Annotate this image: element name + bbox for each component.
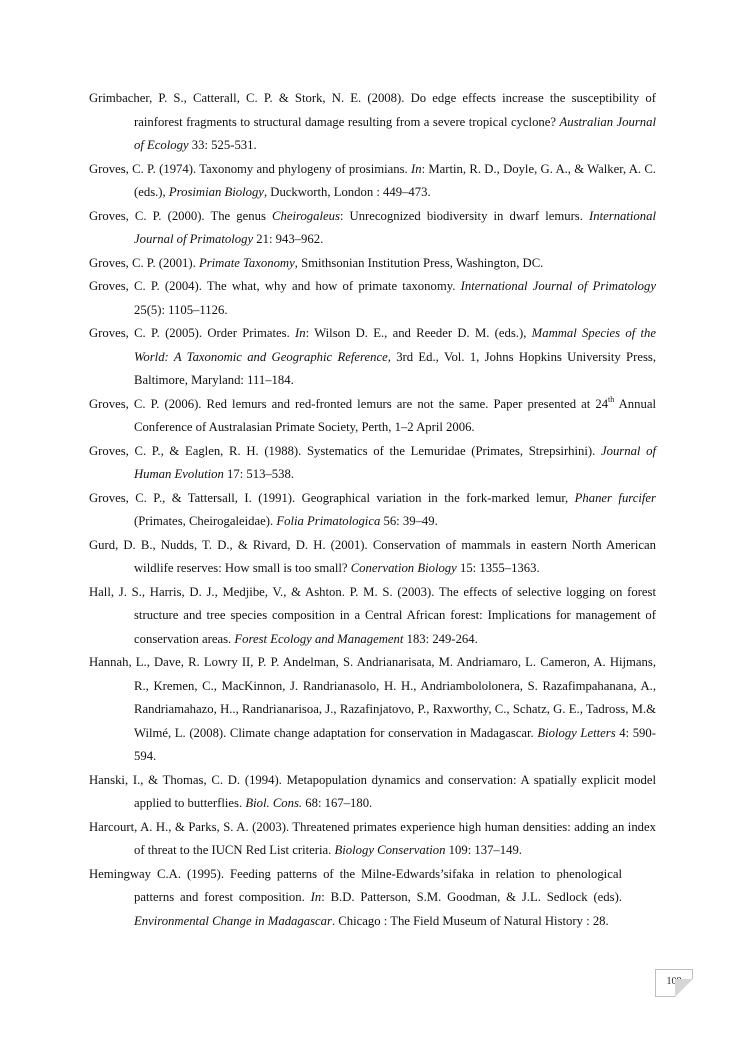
- reference-entry-hanski-1994: [89, 769, 656, 816]
- reference-text: 15: 1355–1363.: [456, 561, 540, 575]
- reference-italic-text: Prosimian Biology: [168, 185, 264, 199]
- reference-list: [89, 87, 656, 933]
- reference-italic-text: Environmental Change in Madagascar: [134, 913, 332, 928]
- reference-text: Hemingway C.A. (1995). Feeding patterns of the Milne-Edwards’sifaka in relation to phenological patterns and forest composition.: [89, 866, 622, 904]
- reference-italic-text: In: [310, 890, 322, 904]
- reference-text: Groves, C. P., & Eaglen, R. H. (1988). Systematics of the Lemuridae (Primates, Strepsirhini).: [89, 443, 601, 458]
- reference-text: Hannah, L., Dave, R. Lowry II, P. P. Andelman, S. Andrianarisata, M. Andriamaro, L. Cameron, A. Hijmans, R., Kremen, C., MacKinnon, J. Randrianasolo, H. H., Andriambololonera, S. Razafimpahanana, A., Randriamahazo, H.., Randrianarisoa, J., Razafinjatovo, P., Raxworthy, C., Schatz, G. E., Tadross, M.& Wilmé, L. (2008). Climate change adaptation for conservation in Madagascar.: [89, 655, 656, 740]
- reference-entry-groves-eaglen-1988: [89, 440, 656, 487]
- reference-text: , Smithsonian Institution Press, Washington, DC.: [294, 255, 544, 270]
- reference-text: , 3rd Ed., Vol. 1, Johns Hopkins University Press, Baltimore, Maryland: 111–184.: [134, 349, 656, 387]
- reference-entry-groves-2004: [89, 275, 656, 322]
- reference-text: Hanski, I., & Thomas, C. D. (1994). Metapopulation dynamics and conservation: A spatially explicit model applied to butterflies.: [89, 772, 656, 810]
- reference-text: Grimbacher, P. S., Catterall, C. P. & Stork, N. E. (2008). Do edge effects increase the susceptibility of rainforest fragments to structural damage resulting from a severe tropical cyclone?: [89, 91, 656, 129]
- reference-text: : Unrecognized biodiversity in dwarf lemurs.: [339, 208, 590, 223]
- reference-entry-grimbacher-2008: [89, 87, 656, 158]
- reference-text: Groves, C. P., & Tattersall, I. (1991). Geographical variation in the fork-marked lemur,: [89, 490, 575, 505]
- reference-italic-text: Biology Conservation: [334, 843, 446, 857]
- reference-italic-text: Journal of Human Evolution: [134, 443, 656, 481]
- reference-entry-gurd-2001: [89, 534, 656, 581]
- reference-entry-groves-1974: [89, 158, 656, 205]
- reference-entry-hemingway-1995: [89, 863, 622, 934]
- page-number-box: [655, 969, 693, 997]
- reference-text: 56: 39–49.: [380, 514, 438, 528]
- page-curl-icon: [675, 979, 693, 997]
- reference-text: : B.D. Patterson, S.M. Goodman, & J.L. Sedlock (eds).: [321, 890, 622, 904]
- reference-text: Groves, C. P. (2005). Order Primates.: [89, 326, 296, 340]
- reference-italic-text: International Journal of Primatology: [134, 208, 656, 246]
- reference-italic-text: Australian Journal of Ecology: [134, 114, 656, 152]
- reference-text: 21: 943–962.: [253, 232, 324, 246]
- reference-italic-text: In: [295, 326, 306, 340]
- reference-italic-text: Folia Primatologica: [276, 514, 381, 528]
- reference-text: : Martin, R. D., Doyle, G. A., & Walker, A. C. (eds.),: [134, 161, 656, 199]
- reference-text: 4: 590-594.: [134, 725, 656, 763]
- reference-text: 17: 513–538.: [223, 467, 295, 481]
- reference-italic-text: Phaner furcifer: [574, 490, 656, 505]
- reference-italic-text: Biol. Cons.: [245, 796, 303, 810]
- reference-italic-text: Mammal Species of the World: A Taxonomic and Geographic Reference: [134, 326, 656, 364]
- reference-text: Groves, C. P. (2001).: [89, 255, 199, 270]
- reference-text: : Wilson D. E., and Reeder D. M. (eds.),: [305, 326, 532, 340]
- reference-italic-text: Biology Letters: [537, 725, 616, 740]
- reference-text: Groves, C. P. (2006). Red lemurs and red-fronted lemurs are not the same. Paper presented at 24: [89, 396, 609, 411]
- reference-italic-text: Primate Taxonomy: [198, 255, 295, 270]
- reference-italic-text: Conervation Biology: [350, 561, 457, 575]
- page-number: 108: [666, 976, 682, 987]
- reference-text: . Chicago : The Field Museum of Natural History : 28.: [331, 913, 609, 928]
- reference-text: Groves, C. P. (1974). Taxonomy and phylogeny of prosimians.: [89, 161, 411, 176]
- reference-text: 183: 249-264.: [403, 631, 478, 646]
- reference-italic-text: Forest Ecology and Management: [234, 631, 404, 646]
- reference-entry-groves-tattersall-1991: [89, 487, 656, 534]
- reference-text: Harcourt, A. H., & Parks, S. A. (2003). Threatened primates experience high human densities: adding an index of threat to the IUCN Red List criteria.: [89, 819, 656, 857]
- reference-text: 109: 137–149.: [445, 843, 522, 857]
- reference-entry-hannah-2008: [89, 651, 656, 769]
- reference-italic-text: International Journal of Primatology: [460, 279, 656, 293]
- reference-text: (Primates, Cheirogaleidae).: [134, 514, 277, 528]
- reference-text: 25(5): 1105–1126.: [134, 302, 228, 317]
- reference-italic-text: Cheirogaleus: [272, 208, 340, 223]
- reference-text: Hall, J. S., Harris, D. J., Medjibe, V., & Ashton. P. M. S. (2003). The effects of selective logging on forest structure and tree species composition in a Central African forest: Implications for management of conservation areas.: [89, 584, 656, 646]
- reference-entry-groves-2005: [89, 322, 656, 393]
- superscript-text: th: [608, 394, 615, 404]
- reference-text: Annual Conference of Australasian Primate Society, Perth, 1–2 April 2006.: [134, 396, 656, 434]
- reference-text: , Duckworth, London : 449–473.: [263, 185, 431, 199]
- reference-entry-harcourt-2003: [89, 816, 656, 863]
- reference-entry-groves-2006: [89, 393, 656, 440]
- reference-italic-text: In: [410, 161, 422, 176]
- reference-entry-groves-2000: [89, 205, 656, 252]
- reference-entry-hall-2003: [89, 581, 656, 652]
- reference-text: 33: 525-531.: [188, 138, 257, 152]
- reference-entry-groves-2001: [89, 252, 656, 276]
- reference-text: Groves, C. P. (2004). The what, why and how of primate taxonomy.: [89, 279, 461, 293]
- reference-text: Groves, C. P. (2000). The genus: [89, 208, 273, 223]
- reference-text: Gurd, D. B., Nudds, T. D., & Rivard, D. H. (2001). Conservation of mammals in eastern North American wildlife reserves: How small is too small?: [89, 537, 656, 575]
- reference-text: 68: 167–180.: [302, 796, 373, 810]
